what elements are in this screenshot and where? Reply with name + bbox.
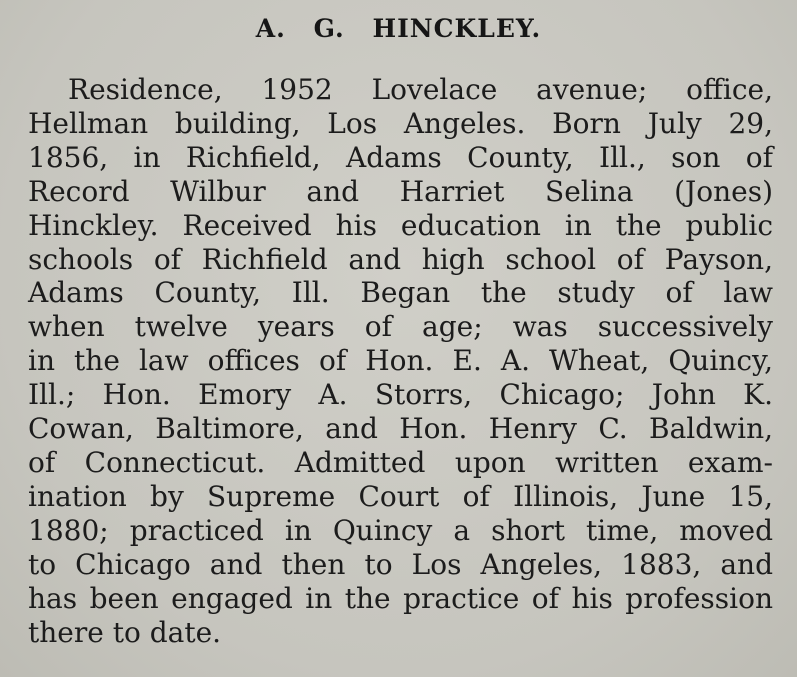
text-line: has been engaged in the practice of his profession bbox=[28, 581, 773, 615]
text-line: of Connecticut. Admitted upon written exam- bbox=[28, 445, 773, 479]
biography-paragraph bbox=[28, 73, 773, 649]
text-line: Hinckley. Received his education in the public bbox=[28, 208, 773, 242]
text-line: Hellman building, Los Angeles. Born July 29, bbox=[28, 106, 773, 140]
text-line: ination by Supreme Court of Illinois, June 15, bbox=[28, 479, 773, 513]
text-line: 1880; practiced in Quincy a short time, moved bbox=[28, 513, 773, 547]
text-line: Ill.; Hon. Emory A. Storrs, Chicago; John K. bbox=[28, 378, 773, 412]
text-line: when twelve years of age; was successively bbox=[28, 310, 773, 344]
biography-heading: A. G. HINCKLEY. bbox=[255, 14, 542, 43]
text-line: to Chicago and then to Los Angeles, 1883, and bbox=[28, 547, 773, 581]
text-line: 1856, in Richfield, Adams County, Ill., son of bbox=[28, 140, 773, 174]
text-line: Adams County, Ill. Began the study of law bbox=[28, 276, 773, 310]
text-line: Residence, 1952 Lovelace avenue; office, bbox=[68, 73, 773, 106]
text-line: Record Wilbur and Harriet Selina (Jones) bbox=[28, 174, 773, 208]
text-line: there to date. bbox=[28, 615, 222, 649]
text-line: Cowan, Baltimore, and Hon. Henry C. Baldwin, bbox=[28, 412, 773, 446]
text-line: in the law offices of Hon. E. A. Wheat, Quincy, bbox=[28, 344, 773, 378]
text-line: schools of Richfield and high school of Payson, bbox=[28, 242, 773, 276]
